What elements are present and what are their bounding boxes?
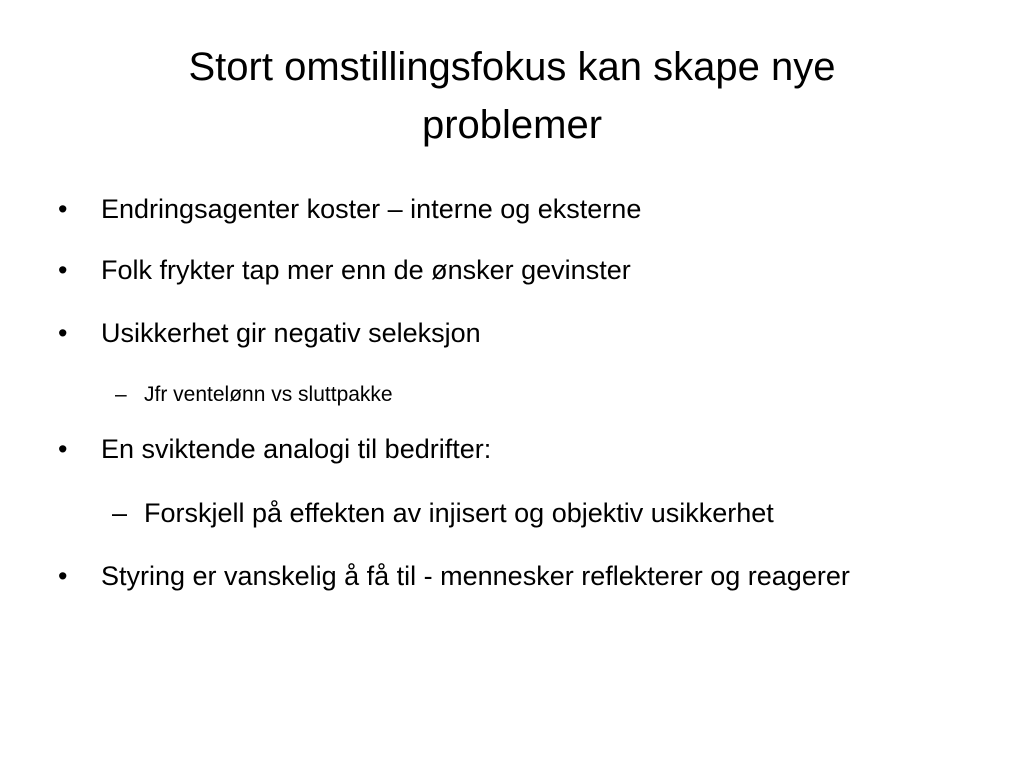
bullet-item	[58, 192, 641, 226]
bullet-item	[58, 432, 491, 466]
bullet-item	[58, 316, 481, 350]
bullet-marker: •	[58, 561, 68, 591]
bullet-text: Endringsagenter koster – interne og eksterne	[101, 194, 642, 224]
sub-bullet-item	[58, 496, 774, 530]
sub-bullet-text: Forskjell på effekten av injisert og objektiv usikkerhet	[144, 498, 774, 528]
bullet-item	[58, 253, 631, 287]
sub-bullet-marker: –	[115, 383, 127, 406]
bullet-marker: •	[58, 318, 68, 348]
bullet-text: Usikkerhet gir negativ seleksjon	[101, 318, 481, 348]
sub-bullet-marker: –	[112, 498, 128, 528]
sub-bullet-text: Jfr ventelønn vs sluttpakke	[144, 383, 393, 406]
bullet-marker: •	[58, 194, 68, 224]
bullet-marker: •	[58, 434, 68, 464]
slide-title: Stort omstillingsfokus kan skape nye problemer	[188, 45, 836, 147]
bullet-text: Styring er vanskelig å få til - mennesker reflekterer og reagerer	[101, 561, 850, 591]
bullet-text: Folk frykter tap mer enn de ønsker gevinster	[101, 255, 631, 285]
bullet-item	[58, 550, 961, 602]
sub-bullet-item	[58, 378, 393, 412]
bullet-text: En sviktende analogi til bedrifter:	[101, 434, 492, 464]
bullet-marker: •	[58, 255, 68, 285]
